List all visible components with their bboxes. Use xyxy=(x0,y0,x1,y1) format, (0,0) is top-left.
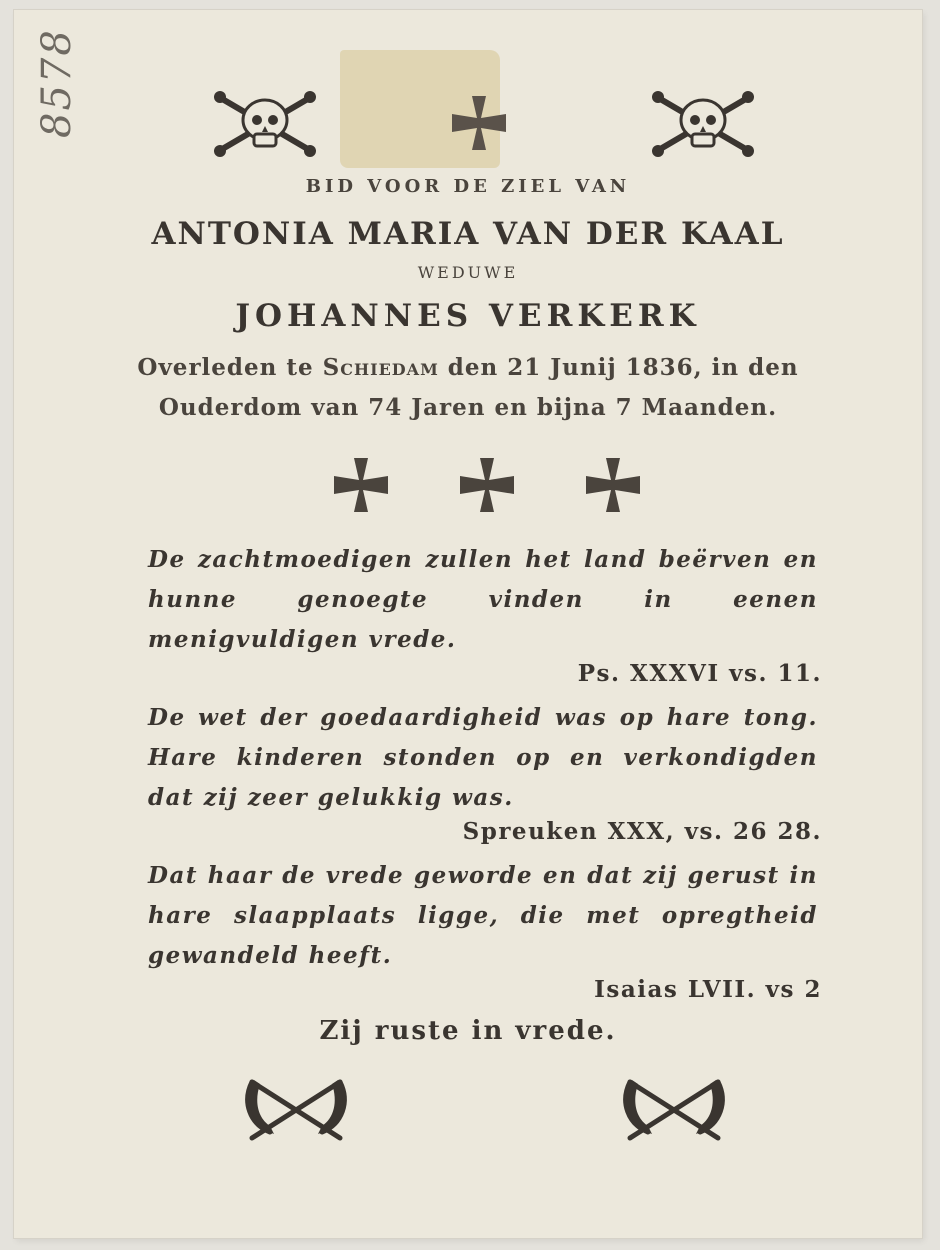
verse-text: De zachtmoedigen zullen het land beërven en hunne genoegte vinden in eenen menigvuldigen vrede. xyxy=(148,546,818,653)
verse-reference: Isaias LVII. vs 2 xyxy=(594,976,822,1003)
death-prefix: Overleden te xyxy=(137,354,323,381)
verse-reference: Ps. XXXVI vs. 11. xyxy=(577,660,822,687)
skull-crossbones-icon xyxy=(648,88,758,160)
death-age: Ouderdom van 74 Jaren en bijna 7 Maanden. xyxy=(158,394,778,421)
death-place-date xyxy=(14,354,922,381)
closing-line: Zij ruste in vrede. xyxy=(319,1016,617,1046)
spouse-name: JOHANNES VERKERK xyxy=(235,298,701,334)
death-date: den 21 Junij 1836, in den xyxy=(438,354,799,381)
verse-text: De wet der goedaardigheid was op hare tong. Hare kinderen stonden op en verkondigden dat zij zeer gelukkig was. xyxy=(148,704,818,811)
prayer-line: BID VOOR DE ZIEL VAN xyxy=(305,176,631,197)
death-place: Schiedam xyxy=(322,354,439,381)
cross-pattee-icon xyxy=(450,94,508,152)
cross-pattee-icon xyxy=(332,456,390,514)
crossed-scythes-icon xyxy=(240,1072,352,1144)
skull-crossbones-icon xyxy=(210,88,320,160)
relation-label: WEDUWE xyxy=(417,263,519,282)
crossed-scythes-icon xyxy=(618,1072,730,1144)
verse-text: Dat haar de vrede geworde en dat zij gerust in hare slaapplaats ligge, die met opregtheid gewandeld heeft. xyxy=(148,862,818,969)
cross-pattee-icon xyxy=(584,456,642,514)
inventory-number: 8578 xyxy=(34,28,80,138)
cross-pattee-icon xyxy=(458,456,516,514)
verse-reference: Spreuken XXX, vs. 26 28. xyxy=(462,818,822,845)
deceased-name: ANTONIA MARIA VAN DER KAAL xyxy=(151,216,785,252)
